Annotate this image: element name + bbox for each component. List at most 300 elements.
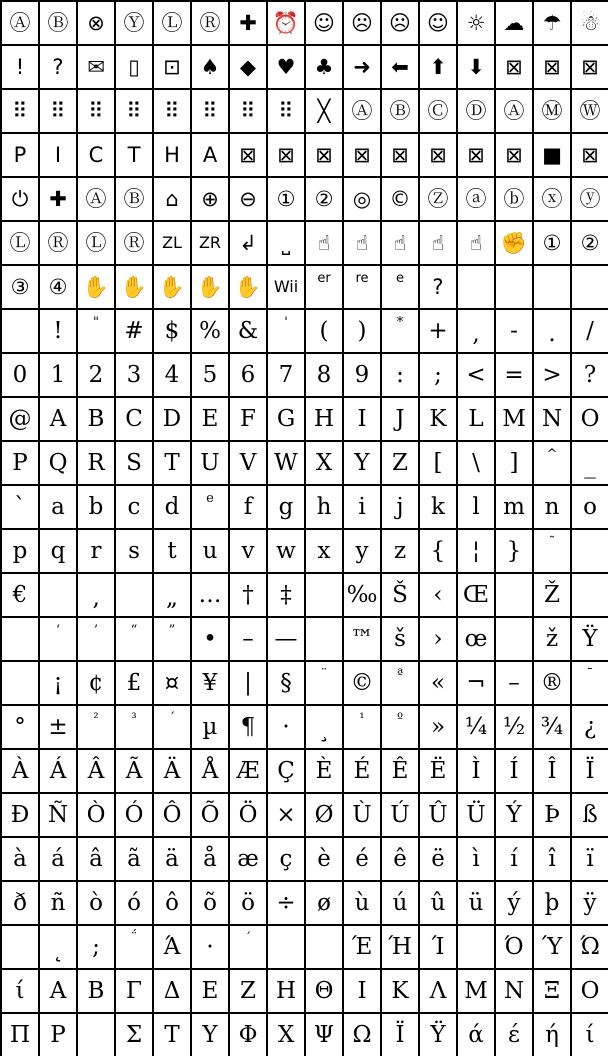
glyph-cell — [78, 1014, 114, 1056]
glyph-cell: „ — [154, 574, 190, 616]
glyph-cell: ý — [496, 882, 532, 924]
glyph-cell: Ⓜ — [534, 90, 570, 132]
glyph-cell: € — [2, 574, 38, 616]
glyph-cell — [572, 530, 608, 572]
glyph-cell: Ⓩ — [420, 178, 456, 220]
glyph-cell: 5 — [192, 354, 228, 396]
glyph-cell: ♣ — [306, 46, 342, 88]
glyph-cell: ˛ — [40, 926, 76, 968]
glyph-cell: C — [116, 398, 152, 440]
glyph-cell: I — [344, 398, 380, 440]
glyph-cell: Μ — [458, 970, 494, 1012]
glyph-cell: a — [40, 486, 76, 528]
glyph-cell: i — [344, 486, 380, 528]
glyph-cell: / — [572, 310, 608, 352]
glyph-cell: b — [78, 486, 114, 528]
glyph-cell: _ — [572, 442, 608, 484]
glyph-cell — [534, 266, 570, 308]
glyph-cell — [306, 618, 342, 660]
glyph-cell: Ⓛ — [78, 222, 114, 264]
glyph-cell: ‰ — [344, 574, 380, 616]
glyph-cell: Ξ — [534, 970, 570, 1012]
glyph-cell: Ά — [154, 926, 190, 968]
glyph-cell: Ⓛ — [154, 2, 190, 44]
glyph-cell: 2 — [78, 354, 114, 396]
glyph-cell: Ί — [420, 926, 456, 968]
glyph-cell: ④ — [40, 266, 76, 308]
glyph-cell: Z — [382, 442, 418, 484]
glyph-cell: ‘ — [40, 618, 76, 660]
glyph-cell: { — [420, 530, 456, 572]
glyph-cell: » — [420, 706, 456, 748]
glyph-cell: ⓧ — [534, 178, 570, 220]
glyph-cell: ➜ — [344, 46, 380, 88]
glyph-cell: ΅ — [116, 926, 152, 968]
glyph-cell: - — [496, 310, 532, 352]
glyph-cell: ή — [534, 1014, 570, 1056]
glyph-cell: 8 — [306, 354, 342, 396]
glyph-cell: x — [306, 530, 342, 572]
glyph-cell: r — [78, 530, 114, 572]
glyph-cell: Ⓦ — [572, 90, 608, 132]
glyph-cell: ä — [154, 838, 190, 880]
glyph-cell: ó — [116, 882, 152, 924]
glyph-cell: Ψ — [306, 1014, 342, 1056]
glyph-cell: î — [534, 838, 570, 880]
glyph-cell: ⓐ — [458, 178, 494, 220]
glyph-cell: Ⓐ — [496, 90, 532, 132]
glyph-cell: q — [40, 530, 76, 572]
glyph-cell: Ⓛ — [2, 222, 38, 264]
glyph-cell — [268, 926, 304, 968]
glyph-cell: Š — [382, 574, 418, 616]
glyph-cell: Q — [40, 442, 76, 484]
glyph-cell: Β — [78, 970, 114, 1012]
glyph-cell: Ϊ — [382, 1014, 418, 1056]
glyph-cell: Λ — [420, 970, 456, 1012]
glyph-cell: ; — [78, 926, 114, 968]
glyph-cell: ☝ — [382, 222, 418, 264]
glyph-cell: © — [344, 662, 380, 704]
glyph-cell: † — [230, 574, 266, 616]
glyph-cell: Τ — [154, 1014, 190, 1056]
glyph-cell: ë — [420, 838, 456, 880]
glyph-cell: ² — [78, 706, 114, 748]
glyph-cell: M — [496, 398, 532, 440]
glyph-cell: ⊠ — [458, 134, 494, 176]
glyph-cell: Κ — [382, 970, 418, 1012]
glyph-cell: ˜ — [534, 530, 570, 572]
glyph-cell: ° — [2, 706, 38, 748]
glyph-cell: 4 — [154, 354, 190, 396]
glyph-cell: Ì — [458, 750, 494, 792]
glyph-cell: ② — [572, 222, 608, 264]
glyph-cell — [2, 310, 38, 352]
glyph-cell: ) — [344, 310, 380, 352]
glyph-cell: ✋ — [116, 266, 152, 308]
glyph-cell — [572, 266, 608, 308]
glyph-cell: l — [458, 486, 494, 528]
glyph-cell: ? — [420, 266, 456, 308]
glyph-cell: Ü — [458, 794, 494, 836]
glyph-cell: ? — [572, 354, 608, 396]
glyph-cell: B — [78, 398, 114, 440]
glyph-cell: s — [116, 530, 152, 572]
glyph-cell: Δ — [154, 970, 190, 1012]
glyph-cell: Ⓐ — [78, 178, 114, 220]
glyph-cell: Û — [420, 794, 456, 836]
glyph-cell: ç — [268, 838, 304, 880]
glyph-cell: d — [154, 486, 190, 528]
glyph-cell: ί — [572, 1014, 608, 1056]
glyph-cell: [ — [420, 442, 456, 484]
glyph-cell: ´ — [154, 706, 190, 748]
glyph-cell: ñ — [40, 882, 76, 924]
glyph-cell: ② — [306, 178, 342, 220]
glyph-cell: Õ — [192, 794, 228, 836]
glyph-cell: C — [78, 134, 114, 176]
glyph-cell: m — [496, 486, 532, 528]
glyph-cell: ¡ — [40, 662, 76, 704]
glyph-cell: ⊠ — [496, 134, 532, 176]
glyph-cell: · — [268, 706, 304, 748]
glyph-cell: 0 — [2, 354, 38, 396]
glyph-cell: ⠿ — [154, 90, 190, 132]
glyph-cell — [306, 926, 342, 968]
glyph-cell: µ — [192, 706, 228, 748]
glyph-cell: • — [192, 618, 228, 660]
glyph-cell: G — [268, 398, 304, 440]
glyph-cell: H — [306, 398, 342, 440]
glyph-cell: ◆ — [230, 46, 266, 88]
glyph-cell: 1 — [40, 354, 76, 396]
glyph-cell: Î — [534, 750, 570, 792]
glyph-cell: Ï — [572, 750, 608, 792]
glyph-cell: ¯ — [572, 662, 608, 704]
glyph-cell: Ω — [344, 1014, 380, 1056]
glyph-cell: ® — [534, 662, 570, 704]
glyph-cell: v — [230, 530, 266, 572]
glyph-cell: ☁ — [496, 2, 532, 44]
glyph-cell: ⊠ — [572, 134, 608, 176]
glyph-cell: · — [192, 926, 228, 968]
glyph-cell: ” — [154, 618, 190, 660]
glyph-cell: ☺ — [420, 2, 456, 44]
glyph-cell: – — [230, 618, 266, 660]
glyph-cell — [496, 618, 532, 660]
glyph-cell: ü — [458, 882, 494, 924]
glyph-cell: ’ — [78, 618, 114, 660]
glyph-cell: w — [268, 530, 304, 572]
glyph-cell: þ — [534, 882, 570, 924]
glyph-cell: Ð — [2, 794, 38, 836]
glyph-cell: ¹ — [344, 706, 380, 748]
glyph-cell: n — [534, 486, 570, 528]
glyph-cell: > — [534, 354, 570, 396]
glyph-cell: ⠿ — [116, 90, 152, 132]
glyph-cell: # — [116, 310, 152, 352]
glyph-cell: y — [344, 530, 380, 572]
glyph-cell — [458, 266, 494, 308]
glyph-cell: ③ — [2, 266, 38, 308]
glyph-cell: ⠿ — [78, 90, 114, 132]
glyph-cell: c — [116, 486, 152, 528]
glyph-cell: ª — [382, 662, 418, 704]
glyph-cell: Ⓡ — [40, 222, 76, 264]
glyph-cell: Â — [78, 750, 114, 792]
glyph-cell: ! — [2, 46, 38, 88]
glyph-cell: g — [268, 486, 304, 528]
glyph-cell: ⠿ — [192, 90, 228, 132]
glyph-cell: ✊ — [496, 222, 532, 264]
glyph-cell: … — [192, 574, 228, 616]
glyph-cell: à — [2, 838, 38, 880]
glyph-cell: ⊠ — [420, 134, 456, 176]
glyph-cell: ⬅ — [382, 46, 418, 88]
glyph-cell: Ⓐ — [344, 90, 380, 132]
glyph-cell: Ë — [420, 750, 456, 792]
glyph-cell: Ú — [382, 794, 418, 836]
glyph-cell: Ο — [572, 970, 608, 1012]
glyph-cell: ⏰ — [268, 2, 304, 44]
glyph-cell: ¶ — [230, 706, 266, 748]
glyph-cell: $ — [154, 310, 190, 352]
glyph-cell: ΄ — [230, 926, 266, 968]
glyph-cell — [496, 266, 532, 308]
glyph-cell: ☺ — [306, 2, 342, 44]
glyph-cell: ⓑ — [496, 178, 532, 220]
glyph-cell: ( — [306, 310, 342, 352]
glyph-cell: ✋ — [154, 266, 190, 308]
glyph-cell: ⏻ — [2, 178, 38, 220]
glyph-cell: S — [116, 442, 152, 484]
glyph-cell: Í — [496, 750, 532, 792]
glyph-cell: Ä — [154, 750, 190, 792]
glyph-cell: ì — [458, 838, 494, 880]
glyph-cell: ' — [268, 310, 304, 352]
glyph-cell: ± — [40, 706, 76, 748]
glyph-cell: Ž — [534, 574, 570, 616]
glyph-cell: ■ — [534, 134, 570, 176]
glyph-cell: = — [496, 354, 532, 396]
glyph-cell: Ç — [268, 750, 304, 792]
glyph-cell: @ — [2, 398, 38, 440]
glyph-cell: × — [268, 794, 304, 836]
glyph-cell: ╳ — [306, 90, 342, 132]
glyph-cell: u — [192, 530, 228, 572]
glyph-cell: U — [192, 442, 228, 484]
glyph-cell: ã — [116, 838, 152, 880]
glyph-cell: ³ — [116, 706, 152, 748]
glyph-cell: ↲ — [230, 222, 266, 264]
glyph-cell: Ø — [306, 794, 342, 836]
glyph-cell: ^ — [534, 442, 570, 484]
glyph-cell: o — [572, 486, 608, 528]
glyph-cell: è — [306, 838, 342, 880]
glyph-cell: Η — [268, 970, 304, 1012]
glyph-cell: Ñ — [40, 794, 76, 836]
glyph-cell: Ù — [344, 794, 380, 836]
glyph-cell: T — [116, 134, 152, 176]
glyph-cell: š — [382, 618, 418, 660]
glyph-cell: ☼ — [458, 2, 494, 44]
glyph-cell: ? — [40, 46, 76, 88]
glyph-cell: J — [382, 398, 418, 440]
glyph-cell: í — [496, 838, 532, 880]
glyph-cell: Έ — [344, 926, 380, 968]
glyph-cell: E — [192, 398, 228, 440]
glyph-cell — [306, 574, 342, 616]
glyph-cell: ⊠ — [572, 46, 608, 88]
glyph-cell: ▯ — [116, 46, 152, 88]
glyph-cell: 9 — [344, 354, 380, 396]
glyph-cell: â — [78, 838, 114, 880]
glyph-cell — [2, 926, 38, 968]
glyph-cell: › — [420, 618, 456, 660]
glyph-cell: Ⓨ — [116, 2, 152, 44]
glyph-cell: « — [420, 662, 456, 704]
glyph-cell: % — [192, 310, 228, 352]
glyph-cell: D — [154, 398, 190, 440]
glyph-cell: ☹ — [382, 2, 418, 44]
glyph-cell: ☝ — [458, 222, 494, 264]
glyph-cell: œ — [458, 618, 494, 660]
glyph-cell: ö — [230, 882, 266, 924]
glyph-cell: < — [458, 354, 494, 396]
glyph-cell: 3 — [116, 354, 152, 396]
glyph-cell: ί — [2, 970, 38, 1012]
glyph-cell: , — [458, 310, 494, 352]
glyph-cell: ⌂ — [154, 178, 190, 220]
glyph-cell: “ — [116, 618, 152, 660]
glyph-cell: Ζ — [230, 970, 266, 1012]
glyph-cell: ⠿ — [268, 90, 304, 132]
glyph-cell: ™ — [344, 618, 380, 660]
glyph-cell: ☹ — [344, 2, 380, 44]
glyph-cell: Ê — [382, 750, 418, 792]
glyph-cell: ò — [78, 882, 114, 924]
glyph-cell: ZR — [192, 222, 228, 264]
glyph-cell: ß — [572, 794, 608, 836]
glyph-cell: re — [344, 266, 380, 308]
glyph-cell: Α — [40, 970, 76, 1012]
glyph-cell: e — [192, 486, 228, 528]
glyph-cell: Ϋ — [420, 1014, 456, 1056]
glyph-cell: ⬇ — [458, 46, 494, 88]
glyph-cell: t — [154, 530, 190, 572]
glyph-cell: ê — [382, 838, 418, 880]
glyph-cell: ◎ — [344, 178, 380, 220]
glyph-cell: ð — [2, 882, 38, 924]
glyph-cell: Ⓐ — [2, 2, 38, 44]
glyph-cell: ¿ — [572, 706, 608, 748]
glyph-cell: ⊠ — [382, 134, 418, 176]
glyph-cell — [458, 926, 494, 968]
glyph-cell: A — [192, 134, 228, 176]
glyph-cell: Ⓑ — [382, 90, 418, 132]
glyph-cell: Ô — [154, 794, 190, 836]
glyph-cell: X — [306, 442, 342, 484]
glyph-cell: Ώ — [572, 926, 608, 968]
glyph-cell: ⊠ — [230, 134, 266, 176]
glyph-cell: Y — [344, 442, 380, 484]
glyph-cell: 6 — [230, 354, 266, 396]
glyph-cell: ¢ — [78, 662, 114, 704]
glyph-cell — [572, 574, 608, 616]
glyph-cell: ‡ — [268, 574, 304, 616]
glyph-cell: ⬆ — [420, 46, 456, 88]
glyph-cell: h — [306, 486, 342, 528]
glyph-cell: ú — [382, 882, 418, 924]
glyph-cell: Ⓡ — [192, 2, 228, 44]
glyph-cell: Γ — [116, 970, 152, 1012]
glyph-cell: : — [382, 354, 418, 396]
glyph-cell: W — [268, 442, 304, 484]
glyph-cell: z — [382, 530, 418, 572]
glyph-cell: Ò — [78, 794, 114, 836]
glyph-cell: É — [344, 750, 380, 792]
glyph-cell: ù — [344, 882, 380, 924]
glyph-cell: L — [458, 398, 494, 440]
glyph-cell: I — [40, 134, 76, 176]
glyph-cell: Θ — [306, 970, 342, 1012]
glyph-cell: p — [2, 530, 38, 572]
glyph-cell — [2, 618, 38, 660]
glyph-cell: P — [2, 442, 38, 484]
glyph-cell: ⊖ — [230, 178, 266, 220]
glyph-cell: Æ — [230, 750, 266, 792]
glyph-cell: H — [154, 134, 190, 176]
glyph-cell: á — [40, 838, 76, 880]
glyph-cell: ] — [496, 442, 532, 484]
glyph-cell: ¤ — [154, 662, 190, 704]
glyph-cell: ¦ — [458, 530, 494, 572]
glyph-cell: ¾ — [534, 706, 570, 748]
glyph-cell: ø — [306, 882, 342, 924]
glyph-cell: Œ — [458, 574, 494, 616]
glyph-cell: f — [230, 486, 266, 528]
glyph-cell: ‹ — [420, 574, 456, 616]
glyph-cell: ; — [420, 354, 456, 396]
glyph-cell: ô — [154, 882, 190, 924]
glyph-cell: Ý — [496, 794, 532, 836]
glyph-cell: õ — [192, 882, 228, 924]
glyph-cell: er — [306, 266, 342, 308]
glyph-cell: " — [78, 310, 114, 352]
glyph-cell: Ö — [230, 794, 266, 836]
glyph-cell: N — [534, 398, 570, 440]
glyph-cell: º — [382, 706, 418, 748]
glyph-cell: £ — [116, 662, 152, 704]
glyph-cell: ` — [2, 486, 38, 528]
glyph-cell: ž — [534, 618, 570, 660]
glyph-cell: ⓨ — [572, 178, 608, 220]
glyph-cell: e — [382, 266, 418, 308]
glyph-cell: Ό — [496, 926, 532, 968]
glyph-cell: Ⓓ — [458, 90, 494, 132]
glyph-cell: ⊗ — [78, 2, 114, 44]
glyph-cell: ! — [40, 310, 76, 352]
glyph-cell: A — [40, 398, 76, 440]
glyph-cell: ☝ — [306, 222, 342, 264]
glyph-cell: ☃ — [572, 2, 608, 44]
glyph-cell: . — [534, 310, 570, 352]
glyph-cell: 7 — [268, 354, 304, 396]
glyph-cell: V — [230, 442, 266, 484]
glyph-cell: Þ — [534, 794, 570, 836]
glyph-cell: ⊠ — [344, 134, 380, 176]
glyph-cell — [116, 574, 152, 616]
